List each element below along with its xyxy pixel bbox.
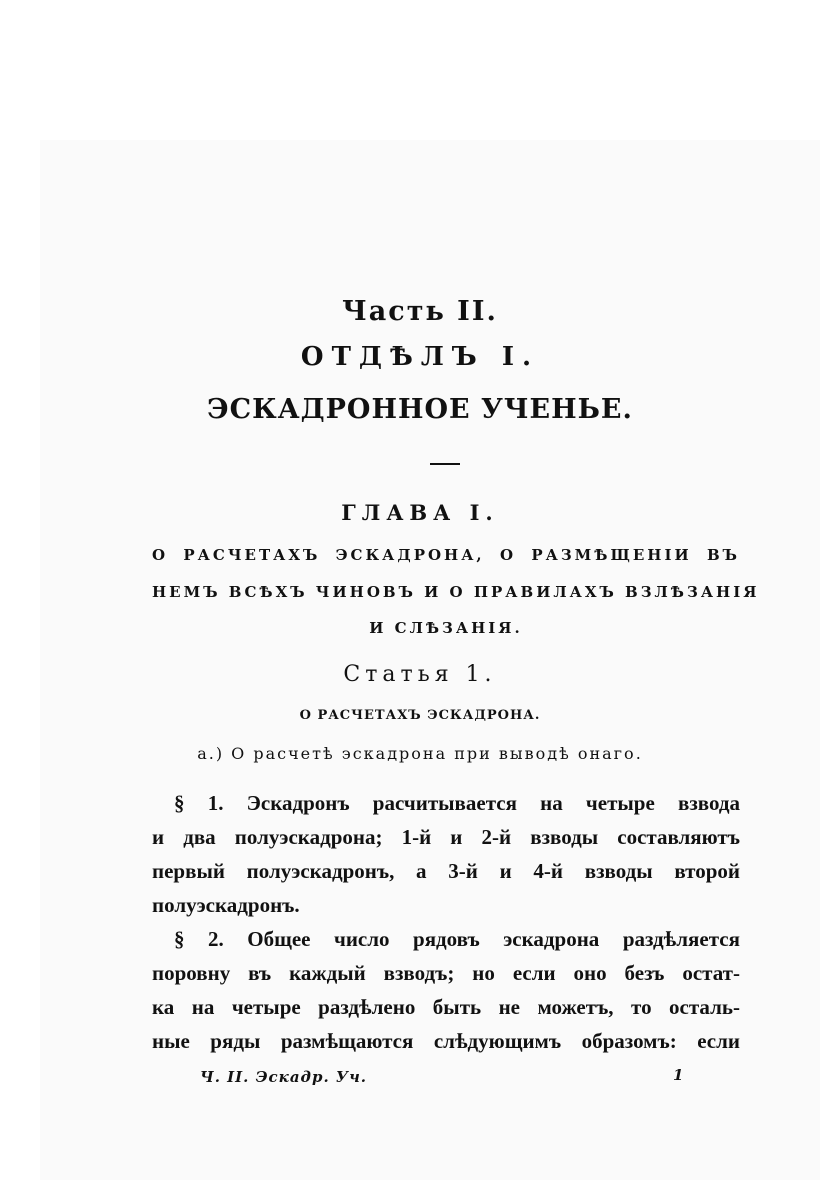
section-heading: ОТДѢЛЪ I.	[300, 342, 540, 372]
part-heading: Часть II.	[342, 296, 498, 327]
paragraph-1	[152, 786, 740, 922]
chapter-subtitle-line: О РАСЧЕТАХЪ ЭСКАДРОНА, О РАЗМѢЩЕНІИ ВЪ	[152, 546, 740, 564]
subsection-heading: а.) О расчетѣ эскадрона при выводѣ онаго.	[197, 744, 643, 763]
title-divider	[430, 463, 460, 465]
paragraph-line: первый полуэскадронъ, а 3-й и 4-й взводы второй	[152, 859, 740, 883]
chapter-subtitle-line: И СЛѢЗАНІЯ.	[369, 619, 523, 637]
paragraph-line: § 1. Эскадронъ расчитывается на четыре взвода	[174, 791, 740, 815]
paragraph-line: ка на четыре раздѣлено быть не можетъ, то осталь-	[152, 995, 740, 1019]
article-subtitle: О РАСЧЕТАХЪ ЭСКАДРОНА.	[299, 708, 541, 723]
document-title: ЭСКАДРОННОЕ УЧЕНЬЕ.	[207, 394, 633, 425]
chapter-subtitle-line: НЕМЪ ВСѢХЪ ЧИНОВЪ И О ПРАВИЛАХЪ ВЗЛѢЗАНІЯ	[152, 583, 760, 601]
paragraph-line: полуэскадронъ.	[152, 893, 300, 917]
paragraph-line: поровну въ каждый взводъ; но если оно безъ остат-	[152, 961, 740, 985]
chapter-heading: ГЛАВА I.	[341, 500, 499, 525]
paragraph-line: § 2. Общее число рядовъ эскадрона раздѣляется	[174, 927, 740, 951]
running-footer: Ч. II. Эскадр. Уч.	[200, 1068, 368, 1086]
page-number: 1	[673, 1066, 684, 1084]
article-heading: Статья 1.	[343, 662, 497, 687]
paragraph-line: ные ряды размѣщаются слѣдующимъ образомъ: если	[152, 1029, 740, 1053]
paragraph-line: и два полуэскадрона; 1-й и 2-й взводы составляютъ	[152, 825, 740, 849]
paragraph-2	[152, 922, 740, 1058]
